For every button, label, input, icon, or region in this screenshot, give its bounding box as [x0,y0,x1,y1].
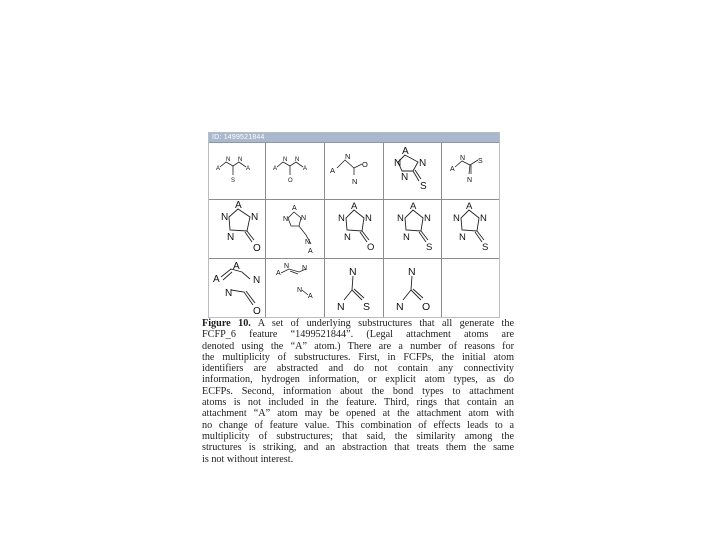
atom-label: N [480,213,487,224]
structure-drawing-1 [209,144,265,199]
atom-label: A [308,248,313,255]
structure-drawing-13 [325,259,383,317]
atom-label-extra: N [297,287,303,294]
atom-label-extra: N [227,232,235,243]
structure-drawing-12 [266,259,324,317]
atom-label: N [467,177,473,184]
caption-line: ECFPs. Second, information about the bond types to attachment [202,385,514,397]
caption-line: attachment “A” atom may be opened at the attachment atom with [202,408,514,420]
atom-label: N [221,212,229,223]
atom-label: N [225,288,233,299]
atom-label: N [284,263,290,270]
atom-label: A [303,166,308,172]
structure-drawing-2 [266,144,324,199]
caption-line: the multiplicity of substructures. First, in FCFPs, the initial atom [202,351,514,363]
structure-drawing-5 [442,144,499,199]
atom-label: N [301,215,307,222]
structure-drawing-7 [266,200,324,258]
atom-label: A [308,293,313,300]
caption-label: Figure 10. [202,318,251,329]
figure-header-label: ID: 1499521844 [212,134,265,141]
atom-label: N [396,301,404,313]
atom-label: A [273,166,278,172]
structure-drawing-6 [209,200,265,258]
atom-label: N [453,213,460,224]
atom-label: S [426,242,433,253]
structure-drawing-10 [442,200,499,258]
atom-label: O [422,301,431,313]
atom-label: N [338,213,345,224]
atom-label: A [233,261,240,272]
atom-label: N [226,157,231,163]
structure-cell-14 [384,259,441,317]
structure-drawing-11 [209,259,265,317]
atom-label: N [251,212,259,223]
atom-label: A [450,166,455,173]
atom-label: S [363,301,371,313]
atom-label-extra: N [403,232,410,243]
atom-label: O [367,242,375,253]
atom-label: A [246,166,251,172]
caption-line: identifiers are abstracted and do not contain any connectivity [202,363,514,375]
atom-label: N [238,157,243,163]
atom-label: O [253,306,261,317]
caption-line: is not without interest. [202,453,294,465]
atom-label: O [288,178,293,184]
atom-label: S [231,178,236,184]
structure-cell-8 [325,200,383,258]
atom-label: A [351,201,358,212]
structure-drawing-4 [384,144,441,199]
structure-cell-7 [266,200,324,258]
structure-cell-3 [325,144,383,199]
atom-label: N [283,216,289,223]
atom-label: N [408,266,416,278]
atom-label: N [295,157,300,163]
figure-caption [202,318,514,465]
atom-label: S [478,158,483,165]
atom-label: N [397,213,404,224]
caption-line-1 [202,318,514,329]
atom-label: O [362,160,368,169]
atom-label: N [305,239,311,246]
structure-cell-5 [442,144,499,199]
figure-panel [208,132,500,318]
atom-label: N [302,265,308,272]
atom-label: N [283,157,288,163]
structure-cell-2 [266,144,324,199]
atom-label-extra: N [401,172,409,183]
atom-label: A [330,166,336,175]
structure-cell-13 [325,259,383,317]
structure-drawing-14 [384,259,441,317]
structure-drawing-3 [325,144,383,199]
atom-label: S [482,242,489,253]
atom-label: A [402,146,409,157]
atom-label: N [419,158,427,169]
atom-label: A [216,166,221,172]
atom-label: A [235,200,242,211]
caption-line: information, hydrogen information, or explicit atom types, as do [202,374,514,386]
caption-line: denoted using the “A” atom.) There are a number of reasons for [202,340,514,352]
caption-line: structures is striking, and an abstraction that treats them the same [202,442,514,454]
atom-label: N [424,213,431,224]
structure-cell-4 [384,144,441,199]
atom-label: S [420,181,427,192]
atom-label-extra: N [459,232,466,243]
structure-cell-1 [209,144,265,199]
atom-label: N [345,152,351,161]
atom-label: N [460,155,466,162]
caption-line: atoms is not included in the feature. Third, rings that contain an [202,397,514,409]
structure-cell-12 [266,259,324,317]
caption-line: FCFP_6 feature “1499521844”. (Legal attachment atoms are [202,329,514,341]
structure-cell-9 [384,200,441,258]
figure-header-bar [209,133,499,143]
atom-label: N [349,266,357,278]
atom-label: N [352,177,358,186]
caption-line: no change of feature value. This combination of effects leads to a [202,419,514,431]
atom-label-extra: A [213,274,220,285]
atom-label: N [337,301,345,313]
atom-label-extra: A [276,270,281,277]
atom-label: A [292,205,297,212]
structure-cell-6 [209,200,265,258]
atom-label: N [365,213,372,224]
structure-drawing-9 [384,200,441,258]
atom-label: A [466,201,473,212]
structure-cell-11 [209,259,265,317]
atom-label-extra: N [344,232,351,243]
structure-drawing-8 [325,200,383,258]
structure-cell-empty [442,259,499,317]
atom-label: N [394,158,402,169]
atom-label: N [253,275,261,286]
caption-line: multiplicity of substructures; that said, the similarity among the [202,430,514,442]
structure-cell-10 [442,200,499,258]
atom-label: A [410,201,417,212]
caption-text: A set of underlying substructures that all generate the [257,318,515,329]
atom-label: O [253,243,261,254]
